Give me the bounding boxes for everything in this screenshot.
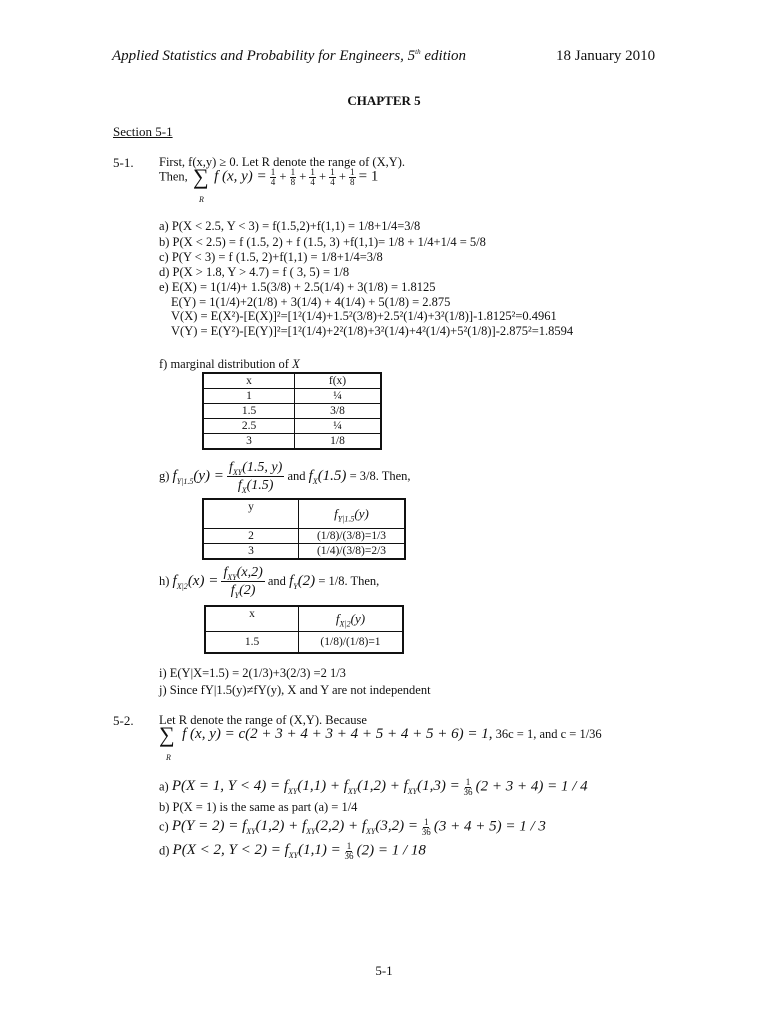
table-row: 1.5 (1/8)/(1/8)=1 xyxy=(205,632,403,654)
p1-vx: V(X) = E(X²)-[E(X)]²=[1²(1/4)+1.5²(3/8)+2.5²(1/4)+3²(1/8)]-1.8125²=0.4961 xyxy=(171,309,557,323)
table-row: 2 (1/8)/(3/8)=1/3 xyxy=(203,529,405,544)
p2-intro: Let R denote the range of (X,Y). Because xyxy=(159,713,367,727)
marginal-x-table xyxy=(202,372,382,450)
p1-part-a: a) P(X < 2.5, Y < 3) = f(1.5,2)+f(1,1) = 1/8+1/4=3/8 xyxy=(159,219,421,233)
p2-part-c: c) $P(Y = 2) = f_{XY}(1,2) + f_{XY}(2,2) + f_{XY}(3,2)$ = $\frac{1}{36}$ (3 + 4 + 5) = 1 / 3 xyxy=(159,817,546,837)
p1-sum-line: Then, ∑ R f (x, y) = $\frac{1}{4}$ + $\frac{1}{8}$ + $\frac{1}{4}$ + $\frac{1}{4}$ + $\frac{1}{8}$ = 1 xyxy=(159,164,379,204)
p1-sum-expr: f (x, y) = xyxy=(214,168,267,185)
p2-sum-tail: 36c = 1, and c = 1/36 xyxy=(495,727,602,741)
p1-then: Then, xyxy=(159,169,188,184)
table-row: x $f_{X|2}(y)$ xyxy=(205,606,403,632)
p2-sum-expr: f (x, y) = c(2 + 3 + 4 + 3 + 4 + 5 + 4 + 5 + 6) = 1, xyxy=(182,726,493,742)
problem-number-5-1: 5-1. xyxy=(113,155,134,170)
p1-vy: V(Y) = E(Y²)-[E(Y)]²=[1²(1/4)+2²(1/8)+3²(1/4)+4²(1/4)+5²(1/8)]-2.875²=1.8594 xyxy=(171,324,574,338)
p1-part-h: h) $f_{X|2}(x)$ = $f_{XY}(x,2)$ $f_Y(2)$ and $f_Y(2) = 1/8$. Then, xyxy=(159,565,380,600)
p1-part-j: j) Since fY|1.5(y)≠fY(y), X and Y are not independent xyxy=(159,683,431,697)
table-row: 1 ¼ xyxy=(203,389,381,404)
book-title: Applied Statistics and Probability for Engineers, 5th edition xyxy=(112,48,467,64)
p1-intro: First, f(x,y) ≥ 0. Let R denote the range of (X,Y). xyxy=(159,155,406,169)
p1-part-g: g) $f_{Y|1.5}(y)$ = $f_{XY}(1.5$, y) $f_X(1.5)$ and $f_X(1.5) = 3/8$. Then, xyxy=(159,460,411,495)
section-title: Section 5-1 xyxy=(113,124,173,139)
p2-part-b: b) P(X = 1) is the same as part (a) = 1/4 xyxy=(159,800,358,814)
problem-number-5-2: 5-2. xyxy=(113,713,134,728)
page-number: 5-1 xyxy=(375,963,393,978)
table-row: x f(x) xyxy=(203,373,381,389)
table-row: y $f_{Y|1.5}(y)$ xyxy=(203,499,405,529)
p2-sum-line: ∑ R f (x, y) = c(2 + 3 + 4 + 3 + 4 + 5 + 4 + 5 + 6) = 1, 36c = 1, and c = 1/36 xyxy=(159,722,602,762)
p1-part-b: b) P(X < 2.5) = f (1.5, 2) + f (1.5, 3) +f(1,1)= 1/8 + 1/4+1/4 = 5/8 xyxy=(159,235,486,249)
p2-part-d: d) P(X < 2, $Y < 2) = f_{XY}(1,1)$ = $\frac{1}{36}$ (2) = 1 / 18 xyxy=(159,841,426,861)
table-row: 3 1/8 xyxy=(203,434,381,450)
header-date: 18 January 2010 xyxy=(556,48,656,64)
chapter-title: CHAPTER 5 xyxy=(347,93,421,108)
p1-part-i: i) E(Y|X=1.5) = 2(1/3)+3(2/3) =2 1/3 xyxy=(159,666,346,680)
p2-part-a: a) P(X = 1, $Y < 4) = f_{XY}(1,1) + f_{XY}(1,2) + f_{XY}(1,3)$ = $\frac{1}{36}$ (2 + 3 + 4) = 1 / 4 xyxy=(159,777,588,797)
p1-part-d: d) P(X > 1.8, Y > 4.7) = f ( 3, 5) = 1/8 xyxy=(159,265,350,279)
table-row: 1.5 3/8 xyxy=(203,404,381,419)
conditional-x-table xyxy=(204,605,404,654)
conditional-y-table xyxy=(202,498,406,560)
p1-ey: E(Y) = 1(1/4)+2(1/8) + 3(1/4) + 4(1/4) + 5(1/8) = 2.875 xyxy=(171,295,451,309)
p1-part-e: e) E(X) = 1(1/4)+ 1.5(3/8) + 2.5(1/4) + 3(1/8) = 1.8125 xyxy=(159,280,436,294)
p1-sum-tail: = 1 xyxy=(358,168,379,185)
p1-part-c: c) P(Y < 3) = f (1.5, 2)+f(1,1) = 1/8+1/4=3/8 xyxy=(159,250,383,264)
table-row: 2.5 ¼ xyxy=(203,419,381,434)
p1-part-f: f) marginal distribution of X xyxy=(159,357,300,371)
table-row: 3 (1/4)/(3/8)=2/3 xyxy=(203,544,405,560)
